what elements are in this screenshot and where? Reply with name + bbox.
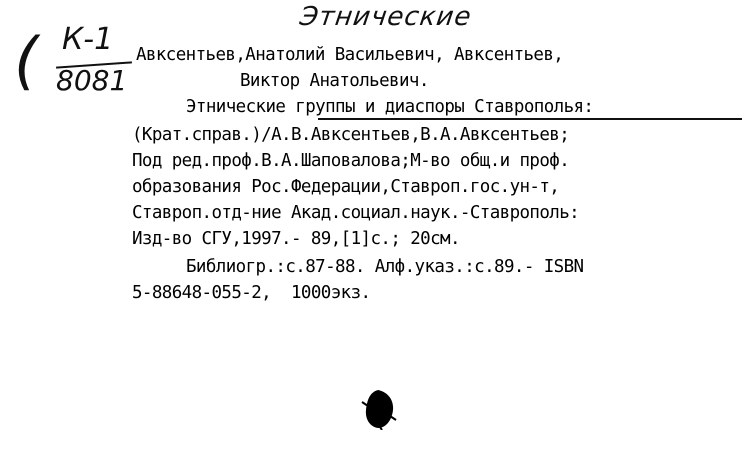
publication-line-2: Изд-во СГУ,1997.- 89,[1]с.; 20см.	[132, 229, 460, 249]
publication-line-1: Ставроп.отд-ние Акад.социал.наук.-Ставрополь:	[132, 203, 580, 223]
author-line-2: Виктор Анатольевич.	[240, 71, 429, 91]
call-number-top: К-1	[62, 22, 114, 57]
ink-blot-mark	[360, 388, 398, 430]
title-line: Этнические группы и диаспоры Ставрополья:	[186, 97, 594, 117]
handwritten-subject-heading: Этнические	[297, 2, 474, 32]
author-line-1: Авксентьев,Анатолий Васильевич, Авксентьев,	[136, 45, 564, 65]
notes-line-2: 5-88648-055-2, 1000экз.	[132, 283, 371, 303]
responsibility-line-1: (Крат.справ.)/А.В.Авксентьев,В.А.Авксентьев;	[132, 125, 570, 145]
call-number-bracket-mark: (	[14, 24, 39, 97]
responsibility-line-3: образования Рос.Федерации,Ставроп.гос.ун-т,	[132, 177, 560, 197]
title-underline	[318, 118, 742, 120]
responsibility-line-2: Под ред.проф.В.А.Шаповалова;М-во общ.и проф.	[132, 151, 570, 171]
call-number-bottom: 8081	[56, 64, 128, 97]
notes-line-1: Библиогр.:с.87-88. Алф.указ.:с.89.- ISBN	[186, 257, 584, 277]
